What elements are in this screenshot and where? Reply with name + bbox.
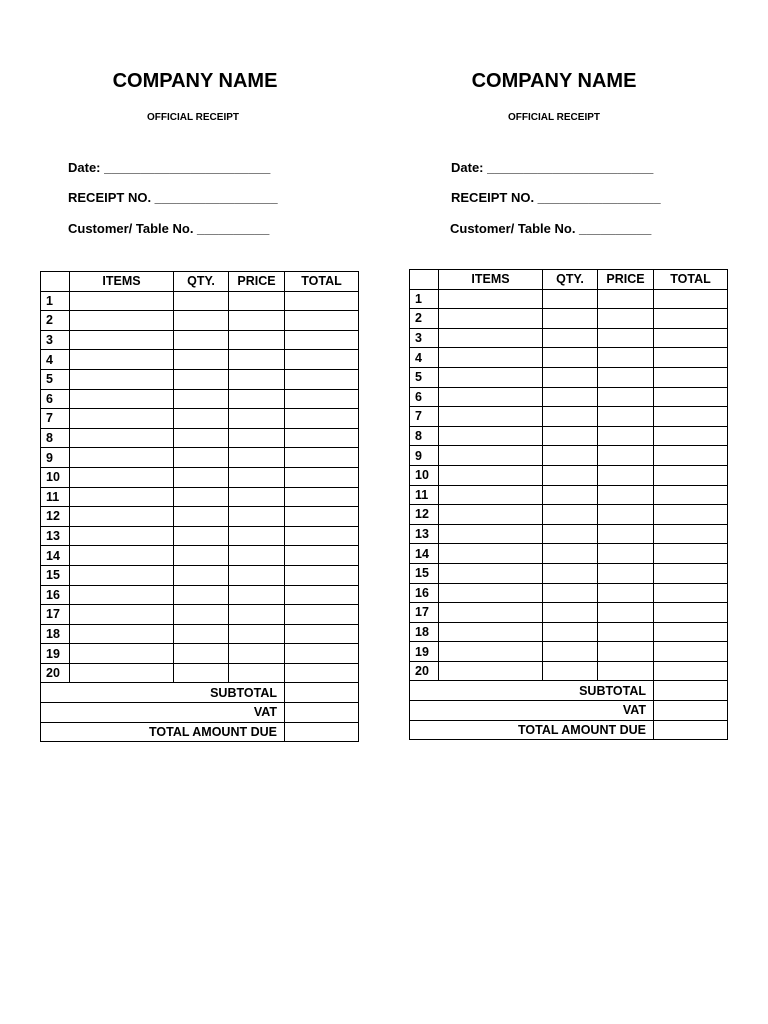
date-field: Date: _______________________	[451, 160, 654, 175]
row-number: 10	[41, 467, 70, 487]
qty-cell	[543, 289, 598, 309]
price-cell	[229, 369, 285, 389]
total-cell	[654, 289, 728, 309]
row-number: 5	[41, 369, 70, 389]
row-number: 9	[41, 448, 70, 468]
row-number: 1	[41, 291, 70, 311]
total-cell	[654, 485, 728, 505]
table-row	[410, 426, 728, 446]
column-header-items: ITEMS	[70, 272, 174, 292]
row-number: 13	[41, 526, 70, 546]
total-cell	[654, 465, 728, 485]
qty-cell	[543, 465, 598, 485]
total-cell	[285, 644, 359, 664]
row-number: 11	[41, 487, 70, 507]
row-number: 9	[410, 446, 439, 466]
table-row	[410, 563, 728, 583]
row-number: 17	[41, 605, 70, 625]
items-cell	[70, 507, 174, 527]
price-cell	[598, 661, 654, 681]
column-header-total: TOTAL	[285, 272, 359, 292]
table-row	[410, 505, 728, 525]
price-cell	[598, 642, 654, 662]
qty-cell	[543, 328, 598, 348]
items-cell	[70, 526, 174, 546]
total-cell	[654, 563, 728, 583]
total-amount-due-value-cell	[285, 722, 359, 742]
qty-cell	[543, 426, 598, 446]
qty-cell	[174, 291, 229, 311]
table-row	[410, 309, 728, 329]
total-amount-due-row	[41, 722, 359, 742]
table-row	[41, 291, 359, 311]
column-header-total: TOTAL	[654, 270, 728, 290]
items-table-header	[41, 272, 359, 292]
vat-label: VAT	[41, 703, 285, 723]
row-number: 8	[41, 428, 70, 448]
table-row	[410, 583, 728, 603]
table-row	[41, 585, 359, 605]
table-row	[41, 389, 359, 409]
row-number: 13	[410, 524, 439, 544]
column-header-number	[410, 270, 439, 290]
row-number: 14	[410, 544, 439, 564]
qty-cell	[174, 467, 229, 487]
qty-cell	[543, 446, 598, 466]
table-row	[41, 644, 359, 664]
total-cell	[285, 448, 359, 468]
table-row	[41, 663, 359, 683]
total-cell	[285, 428, 359, 448]
row-number: 19	[41, 644, 70, 664]
qty-cell	[543, 603, 598, 623]
price-cell	[598, 367, 654, 387]
price-cell	[229, 350, 285, 370]
qty-cell	[543, 348, 598, 368]
items-cell	[70, 350, 174, 370]
total-cell	[654, 348, 728, 368]
row-number: 5	[410, 367, 439, 387]
price-cell	[598, 446, 654, 466]
table-row	[410, 348, 728, 368]
qty-cell	[543, 622, 598, 642]
subtotal-row	[41, 683, 359, 703]
items-cell	[70, 624, 174, 644]
price-cell	[229, 526, 285, 546]
table-row	[41, 448, 359, 468]
qty-cell	[174, 409, 229, 429]
items-cell	[70, 409, 174, 429]
vat-value-cell	[285, 703, 359, 723]
qty-cell	[543, 563, 598, 583]
price-cell	[229, 311, 285, 331]
total-cell	[285, 389, 359, 409]
qty-cell	[174, 507, 229, 527]
price-cell	[229, 389, 285, 409]
items-cell	[70, 448, 174, 468]
table-row	[41, 467, 359, 487]
qty-cell	[174, 311, 229, 331]
items-cell	[70, 330, 174, 350]
table-row	[410, 622, 728, 642]
price-cell	[598, 348, 654, 368]
qty-cell	[174, 350, 229, 370]
table-row	[410, 544, 728, 564]
items-cell	[439, 407, 543, 427]
header-row	[410, 270, 728, 290]
company-name: COMPANY NAME	[112, 70, 278, 92]
items-cell	[70, 467, 174, 487]
row-number: 4	[410, 348, 439, 368]
total-cell	[285, 526, 359, 546]
price-cell	[229, 448, 285, 468]
items-table	[409, 269, 728, 740]
qty-cell	[174, 624, 229, 644]
row-number: 18	[41, 624, 70, 644]
qty-cell	[543, 387, 598, 407]
total-cell	[285, 369, 359, 389]
total-cell	[654, 407, 728, 427]
qty-cell	[543, 661, 598, 681]
items-cell	[439, 387, 543, 407]
row-number: 2	[410, 309, 439, 329]
table-row	[41, 546, 359, 566]
items-cell	[439, 289, 543, 309]
total-cell	[285, 507, 359, 527]
table-row	[41, 369, 359, 389]
items-cell	[439, 622, 543, 642]
total-cell	[654, 524, 728, 544]
subtotal-label: SUBTOTAL	[410, 681, 654, 701]
table-row	[410, 387, 728, 407]
row-number: 3	[41, 330, 70, 350]
row-number: 12	[41, 507, 70, 527]
items-table	[40, 271, 359, 742]
qty-cell	[174, 487, 229, 507]
total-cell	[654, 583, 728, 603]
items-cell	[439, 661, 543, 681]
qty-cell	[174, 330, 229, 350]
total-cell	[285, 565, 359, 585]
column-header-price: PRICE	[598, 270, 654, 290]
qty-cell	[543, 367, 598, 387]
total-amount-due-label: TOTAL AMOUNT DUE	[410, 720, 654, 740]
table-row	[410, 407, 728, 427]
qty-cell	[543, 524, 598, 544]
company-name: COMPANY NAME	[471, 70, 637, 92]
price-cell	[598, 603, 654, 623]
qty-cell	[174, 605, 229, 625]
price-cell	[229, 291, 285, 311]
row-number: 6	[41, 389, 70, 409]
items-cell	[439, 603, 543, 623]
qty-cell	[543, 642, 598, 662]
table-row	[41, 409, 359, 429]
total-amount-due-row	[410, 720, 728, 740]
column-header-items: ITEMS	[439, 270, 543, 290]
items-cell	[439, 367, 543, 387]
table-row	[410, 603, 728, 623]
price-cell	[598, 583, 654, 603]
total-cell	[285, 546, 359, 566]
qty-cell	[174, 448, 229, 468]
row-number: 15	[41, 565, 70, 585]
total-cell	[285, 624, 359, 644]
price-cell	[229, 605, 285, 625]
total-cell	[654, 603, 728, 623]
column-header-qty: QTY.	[174, 272, 229, 292]
row-number: 7	[410, 407, 439, 427]
price-cell	[598, 426, 654, 446]
row-number: 11	[410, 485, 439, 505]
price-cell	[598, 289, 654, 309]
price-cell	[229, 663, 285, 683]
qty-cell	[543, 505, 598, 525]
total-cell	[285, 467, 359, 487]
price-cell	[229, 585, 285, 605]
items-cell	[439, 563, 543, 583]
price-cell	[598, 387, 654, 407]
table-row	[41, 330, 359, 350]
subtotal-value-cell	[654, 681, 728, 701]
items-cell	[439, 328, 543, 348]
price-cell	[229, 428, 285, 448]
table-row	[41, 605, 359, 625]
table-row	[410, 328, 728, 348]
items-cell	[70, 428, 174, 448]
price-cell	[598, 563, 654, 583]
table-row	[410, 289, 728, 309]
items-cell	[70, 565, 174, 585]
price-cell	[598, 622, 654, 642]
total-cell	[654, 622, 728, 642]
customer-table-field: Customer/ Table No. __________	[68, 221, 270, 236]
table-row	[410, 485, 728, 505]
total-cell	[654, 309, 728, 329]
total-cell	[654, 387, 728, 407]
row-number: 12	[410, 505, 439, 525]
items-cell	[439, 426, 543, 446]
items-cell	[70, 663, 174, 683]
official-receipt-heading: OFFICIAL RECEIPT	[507, 112, 601, 123]
vat-value-cell	[654, 701, 728, 721]
vat-label: VAT	[410, 701, 654, 721]
table-row	[41, 311, 359, 331]
table-row	[41, 526, 359, 546]
total-cell	[285, 409, 359, 429]
row-number: 4	[41, 350, 70, 370]
items-cell	[439, 309, 543, 329]
price-cell	[229, 644, 285, 664]
table-row	[410, 524, 728, 544]
subtotal-row	[410, 681, 728, 701]
total-cell	[654, 426, 728, 446]
price-cell	[598, 407, 654, 427]
qty-cell	[174, 428, 229, 448]
customer-table-field: Customer/ Table No. __________	[450, 221, 652, 236]
row-number: 1	[410, 289, 439, 309]
subtotal-value-cell	[285, 683, 359, 703]
price-cell	[598, 309, 654, 329]
items-cell	[70, 487, 174, 507]
total-cell	[285, 311, 359, 331]
row-number: 15	[410, 563, 439, 583]
table-row	[410, 367, 728, 387]
row-number: 16	[41, 585, 70, 605]
price-cell	[229, 546, 285, 566]
price-cell	[229, 409, 285, 429]
qty-cell	[174, 663, 229, 683]
row-number: 17	[410, 603, 439, 623]
qty-cell	[174, 585, 229, 605]
row-number: 20	[41, 663, 70, 683]
column-header-number	[41, 272, 70, 292]
total-cell	[654, 544, 728, 564]
qty-cell	[174, 369, 229, 389]
row-number: 10	[410, 465, 439, 485]
qty-cell	[174, 644, 229, 664]
price-cell	[598, 328, 654, 348]
total-cell	[654, 661, 728, 681]
total-cell	[285, 585, 359, 605]
total-cell	[654, 328, 728, 348]
row-number: 6	[410, 387, 439, 407]
qty-cell	[543, 407, 598, 427]
price-cell	[598, 524, 654, 544]
qty-cell	[543, 583, 598, 603]
items-cell	[70, 644, 174, 664]
items-cell	[70, 585, 174, 605]
items-cell	[70, 369, 174, 389]
items-cell	[70, 389, 174, 409]
table-row	[41, 428, 359, 448]
items-cell	[439, 446, 543, 466]
price-cell	[229, 565, 285, 585]
items-cell	[439, 583, 543, 603]
items-table-header	[410, 270, 728, 290]
vat-row	[41, 703, 359, 723]
row-number: 2	[41, 311, 70, 331]
total-cell	[285, 487, 359, 507]
total-cell	[654, 446, 728, 466]
total-amount-due-value-cell	[654, 720, 728, 740]
total-cell	[285, 350, 359, 370]
receipt-number-field: RECEIPT NO. _________________	[68, 190, 278, 205]
items-cell	[439, 642, 543, 662]
table-row	[41, 507, 359, 527]
qty-cell	[174, 389, 229, 409]
table-row	[41, 565, 359, 585]
table-row	[410, 642, 728, 662]
total-cell	[654, 642, 728, 662]
table-row	[410, 661, 728, 681]
table-row	[41, 487, 359, 507]
items-cell	[439, 505, 543, 525]
column-header-price: PRICE	[229, 272, 285, 292]
items-cell	[439, 485, 543, 505]
qty-cell	[543, 485, 598, 505]
table-row	[410, 446, 728, 466]
column-header-qty: QTY.	[543, 270, 598, 290]
items-cell	[70, 291, 174, 311]
items-cell	[70, 311, 174, 331]
subtotal-label: SUBTOTAL	[41, 683, 285, 703]
table-row	[41, 624, 359, 644]
row-number: 20	[410, 661, 439, 681]
price-cell	[598, 544, 654, 564]
row-number: 8	[410, 426, 439, 446]
row-number: 18	[410, 622, 439, 642]
price-cell	[598, 485, 654, 505]
row-number: 14	[41, 546, 70, 566]
table-row	[410, 465, 728, 485]
receipt-number-field: RECEIPT NO. _________________	[451, 190, 661, 205]
items-cell	[70, 605, 174, 625]
row-number: 7	[41, 409, 70, 429]
price-cell	[229, 330, 285, 350]
total-amount-due-label: TOTAL AMOUNT DUE	[41, 722, 285, 742]
row-number: 3	[410, 328, 439, 348]
price-cell	[229, 487, 285, 507]
total-cell	[285, 605, 359, 625]
total-cell	[654, 505, 728, 525]
total-cell	[285, 663, 359, 683]
price-cell	[598, 505, 654, 525]
items-cell	[70, 546, 174, 566]
items-cell	[439, 465, 543, 485]
price-cell	[229, 467, 285, 487]
header-row	[41, 272, 359, 292]
vat-row	[410, 701, 728, 721]
date-field: Date: _______________________	[68, 160, 271, 175]
total-cell	[285, 330, 359, 350]
row-number: 16	[410, 583, 439, 603]
table-row	[41, 350, 359, 370]
qty-cell	[543, 544, 598, 564]
price-cell	[229, 507, 285, 527]
qty-cell	[174, 546, 229, 566]
price-cell	[598, 465, 654, 485]
total-cell	[654, 367, 728, 387]
official-receipt-heading: OFFICIAL RECEIPT	[146, 112, 240, 123]
qty-cell	[174, 565, 229, 585]
items-table-body	[410, 289, 728, 740]
qty-cell	[543, 309, 598, 329]
items-cell	[439, 348, 543, 368]
items-cell	[439, 524, 543, 544]
price-cell	[229, 624, 285, 644]
row-number: 19	[410, 642, 439, 662]
items-table-body	[41, 291, 359, 742]
total-cell	[285, 291, 359, 311]
items-cell	[439, 544, 543, 564]
qty-cell	[174, 526, 229, 546]
